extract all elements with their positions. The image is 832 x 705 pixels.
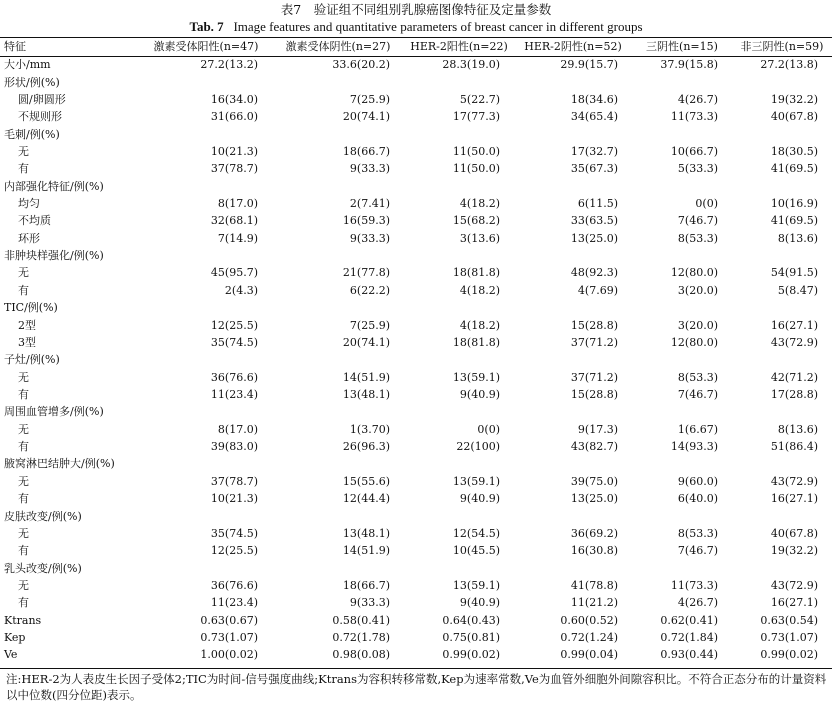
value-cell: 5(22.7) (459, 92, 500, 106)
value-cell: 9(40.9) (459, 388, 500, 401)
value-cell (140, 299, 272, 316)
value-cell: 8(13.6) (777, 422, 818, 436)
value-cell (732, 403, 832, 420)
value-cell (272, 455, 404, 472)
value-cell (140, 507, 272, 524)
value-cell: 12(80.0) (670, 266, 718, 280)
value-cell (404, 178, 514, 195)
value-cell: 0.58(0.41) (332, 613, 390, 627)
value-cell: 18(81.8) (452, 335, 500, 349)
value-cell: 8(53.3) (677, 526, 718, 540)
value-cell (632, 299, 732, 316)
value-cell (514, 299, 632, 316)
value-cell: 0.75(0.81) (442, 631, 500, 645)
table-row (0, 125, 832, 142)
value-cell: 9(33.3) (349, 231, 390, 245)
value-cell: 0.99(0.04) (560, 648, 618, 662)
table-row (0, 56, 832, 73)
table-title-english: Image features and quantitative parameters of breast cancer in different groups (233, 19, 643, 34)
value-cell: 18(30.5) (770, 144, 818, 158)
value-cell: 12(44.4) (342, 492, 390, 506)
value-cell (404, 247, 514, 264)
value-cell (514, 125, 632, 142)
table-row (0, 368, 832, 385)
row-label: 乳头改变/例(%) (4, 561, 82, 575)
table-row (0, 612, 832, 629)
value-cell: 13(48.1) (342, 526, 390, 540)
value-cell (514, 403, 632, 420)
value-cell: 32(68.1) (210, 214, 258, 228)
value-cell: 37(78.7) (210, 474, 258, 488)
table-caption-chinese: 表7 验证组不同组别乳腺癌图像特征及定量参数 (280, 2, 552, 17)
value-cell: 19(32.2) (770, 544, 818, 558)
row-label: 无 (18, 144, 29, 158)
value-cell: 7(46.7) (677, 544, 718, 558)
table-row (0, 646, 832, 663)
value-cell (140, 125, 272, 142)
value-cell: 7(25.9) (349, 318, 390, 332)
value-cell: 6(40.0) (677, 492, 718, 506)
value-cell: 31(66.0) (210, 110, 258, 124)
table-caption-english (0, 18, 832, 36)
value-cell: 3(20.0) (677, 318, 718, 332)
table-row (0, 438, 832, 455)
value-cell: 0.93(0.44) (660, 648, 718, 662)
bottom-rule (0, 668, 832, 669)
value-cell: 6(22.2) (349, 283, 390, 297)
value-cell: 15(28.8) (570, 388, 618, 401)
value-cell: 17(77.3) (452, 110, 500, 124)
value-cell: 9(17.3) (577, 422, 618, 436)
value-cell (404, 559, 514, 576)
value-cell: 43(72.9) (770, 578, 818, 592)
value-cell: 36(69.2) (570, 526, 618, 540)
value-cell (514, 507, 632, 524)
table-row (0, 178, 832, 195)
value-cell: 4(18.2) (459, 318, 500, 332)
value-cell (404, 455, 514, 472)
value-cell: 54(91.5) (770, 266, 818, 280)
value-cell: 4(26.7) (677, 92, 718, 106)
value-cell: 5(8.47) (777, 283, 818, 297)
row-label: Ktrans (4, 613, 42, 627)
value-cell: 36(76.6) (210, 578, 258, 592)
value-cell: 3(20.0) (677, 283, 718, 297)
value-cell: 28.3(19.0) (442, 58, 500, 72)
value-cell (732, 559, 832, 576)
value-cell: 34(65.4) (570, 110, 618, 124)
value-cell: 0.72(1.78) (332, 631, 390, 645)
value-cell: 11(50.0) (452, 144, 500, 158)
value-cell: 11(73.3) (670, 110, 718, 124)
value-cell (514, 178, 632, 195)
table-header-row (0, 38, 832, 56)
value-cell: 20(74.1) (342, 335, 390, 349)
value-cell: 27.2(13.8) (760, 58, 818, 72)
value-cell: 0(0) (695, 197, 718, 211)
value-cell: 18(66.7) (342, 578, 390, 592)
value-cell (404, 403, 514, 420)
table-footnote: 注:HER-2为人表皮生长因子受体2;TIC为时间-信号强度曲线;Ktrans为容积转移常数,Kep为速率常数,Ve为血管外细胞外间隙容积比。不符合正态分布的计量资料以中位数(四分位距)表示。 (6, 672, 827, 702)
value-cell: 13(25.0) (570, 492, 618, 506)
value-cell: 39(75.0) (570, 474, 618, 488)
value-cell (632, 559, 732, 576)
value-cell: 16(27.1) (770, 492, 818, 506)
value-cell (272, 178, 404, 195)
value-cell: 4(26.7) (677, 596, 718, 610)
value-cell: 20(74.1) (342, 110, 390, 124)
value-cell (404, 299, 514, 316)
value-cell: 9(33.3) (349, 596, 390, 610)
table-row (0, 629, 832, 646)
value-cell: 3(13.6) (459, 231, 500, 245)
value-cell (272, 559, 404, 576)
table-row (0, 160, 832, 177)
value-cell (732, 73, 832, 90)
value-cell: 7(14.9) (217, 231, 258, 245)
value-cell (404, 351, 514, 368)
row-label: TIC/例(%) (4, 301, 58, 315)
value-cell (272, 351, 404, 368)
value-cell (272, 125, 404, 142)
value-cell: 45(95.7) (210, 266, 258, 280)
value-cell: 13(48.1) (342, 388, 390, 401)
header-cell: 激素受体阴性(n=27) (285, 40, 391, 53)
value-cell: 16(27.1) (770, 596, 818, 610)
row-label: 皮肤改变/例(%) (4, 509, 82, 523)
row-label: 有 (18, 283, 29, 297)
value-cell: 5(33.3) (677, 162, 718, 176)
value-cell (632, 247, 732, 264)
value-cell: 18(34.6) (570, 92, 618, 106)
value-cell: 14(51.9) (342, 544, 390, 558)
table-number: Tab. 7 (189, 19, 224, 34)
value-cell: 26(96.3) (342, 440, 390, 454)
value-cell: 9(40.9) (459, 596, 500, 610)
value-cell (514, 73, 632, 90)
row-label: 子灶/例(%) (4, 353, 60, 367)
value-cell: 11(23.4) (210, 388, 258, 401)
value-cell (632, 125, 732, 142)
row-label: 有 (18, 492, 29, 506)
value-cell (140, 178, 272, 195)
row-label: 无 (18, 266, 29, 280)
value-cell (732, 455, 832, 472)
value-cell (140, 559, 272, 576)
value-cell: 10(21.3) (210, 492, 258, 506)
value-cell (732, 299, 832, 316)
table-row (0, 577, 832, 594)
value-cell: 15(28.8) (570, 318, 618, 332)
row-label: 形状/例(%) (4, 75, 60, 89)
value-cell: 40(67.8) (770, 110, 818, 124)
value-cell: 4(7.69) (577, 283, 618, 297)
value-cell: 13(59.1) (452, 474, 500, 488)
row-label: 有 (18, 388, 29, 401)
row-label: 周围血管增多/例(%) (4, 405, 104, 419)
value-cell: 18(66.7) (342, 144, 390, 158)
value-cell (514, 247, 632, 264)
value-cell: 11(23.4) (210, 596, 258, 610)
value-cell: 33(63.5) (570, 214, 618, 228)
value-cell (140, 73, 272, 90)
value-cell: 4(18.2) (459, 197, 500, 211)
value-cell: 13(59.1) (452, 578, 500, 592)
header-cell: 特征 (4, 40, 26, 53)
value-cell (272, 299, 404, 316)
table-row (0, 455, 832, 472)
table-row (0, 247, 832, 264)
table-row (0, 195, 832, 212)
value-cell: 16(30.8) (570, 544, 618, 558)
value-cell: 15(55.6) (342, 474, 390, 488)
table-row (0, 212, 832, 229)
value-cell: 42(71.2) (770, 370, 818, 384)
value-cell: 8(17.0) (217, 422, 258, 436)
row-label: 2型 (18, 318, 36, 332)
value-cell: 0.63(0.67) (200, 613, 258, 627)
table-row (0, 403, 832, 420)
table-row (0, 473, 832, 490)
value-cell: 33.6(20.2) (332, 58, 390, 72)
value-cell: 21(77.8) (342, 266, 390, 280)
table-row (0, 525, 832, 542)
row-label: 有 (18, 162, 29, 176)
row-label: 腋窝淋巴结肿大/例(%) (4, 457, 115, 471)
header-cell: HER-2阴性(n=52) (524, 40, 622, 53)
header-cell: 三阴性(n=15) (646, 40, 718, 53)
value-cell: 13(59.1) (452, 370, 500, 384)
table-row (0, 108, 832, 125)
value-cell (632, 403, 732, 420)
value-cell: 8(17.0) (217, 197, 258, 211)
row-label: 不规则形 (18, 110, 62, 124)
value-cell: 12(80.0) (670, 335, 718, 349)
table-row (0, 334, 832, 351)
features-table (0, 38, 832, 664)
header-cell: 非三阴性(n=59) (740, 40, 824, 53)
value-cell: 29.9(15.7) (560, 58, 618, 72)
value-cell: 12(25.5) (210, 544, 258, 558)
row-label: 有 (18, 440, 29, 454)
value-cell: 27.2(13.2) (200, 58, 258, 72)
value-cell: 0.99(0.02) (442, 648, 500, 662)
value-cell: 37(71.2) (570, 335, 618, 349)
value-cell: 0.64(0.43) (442, 613, 500, 627)
value-cell: 0.73(1.07) (200, 631, 258, 645)
table-row (0, 73, 832, 90)
value-cell: 9(60.0) (677, 474, 718, 488)
value-cell: 0.72(1.84) (660, 631, 718, 645)
value-cell: 37(71.2) (570, 370, 618, 384)
value-cell: 18(81.8) (452, 266, 500, 280)
row-label: 无 (18, 474, 29, 488)
value-cell: 9(40.9) (459, 492, 500, 506)
value-cell: 35(67.3) (570, 162, 618, 176)
row-label: 圆/卵圆形 (18, 92, 66, 106)
value-cell: 4(18.2) (459, 283, 500, 297)
row-label: 内部强化特征/例(%) (4, 179, 104, 193)
value-cell: 39(83.0) (210, 440, 258, 454)
value-cell (632, 178, 732, 195)
value-cell (140, 455, 272, 472)
value-cell (632, 507, 732, 524)
table-row (0, 594, 832, 611)
value-cell: 14(93.3) (670, 440, 718, 454)
value-cell: 17(32.7) (570, 144, 618, 158)
value-cell (140, 403, 272, 420)
table-row (0, 559, 832, 576)
value-cell (140, 351, 272, 368)
value-cell: 14(51.9) (342, 370, 390, 384)
row-label: 有 (18, 544, 29, 558)
value-cell: 19(32.2) (770, 92, 818, 106)
value-cell (140, 247, 272, 264)
value-cell: 16(27.1) (770, 318, 818, 332)
row-label: 无 (18, 370, 29, 384)
value-cell: 0.63(0.54) (760, 613, 818, 627)
value-cell (732, 178, 832, 195)
value-cell: 1.00(0.02) (200, 648, 258, 662)
value-cell: 41(69.5) (770, 214, 818, 228)
value-cell: 11(73.3) (670, 578, 718, 592)
value-cell: 43(82.7) (570, 440, 618, 454)
row-label: 非肿块样强化/例(%) (4, 249, 104, 263)
value-cell: 17(28.8) (770, 388, 818, 401)
value-cell: 1(3.70) (349, 422, 390, 436)
row-label: 不均质 (18, 214, 51, 228)
value-cell: 13(25.0) (570, 231, 618, 245)
value-cell (632, 351, 732, 368)
row-label: 大小/mm (4, 58, 51, 72)
value-cell (632, 73, 732, 90)
value-cell (272, 73, 404, 90)
value-cell: 43(72.9) (770, 474, 818, 488)
table-row (0, 282, 832, 299)
value-cell: 0(0) (477, 422, 500, 436)
value-cell: 2(7.41) (349, 197, 390, 211)
table-row (0, 230, 832, 247)
table-row (0, 542, 832, 559)
row-label: Ve (4, 648, 18, 662)
value-cell: 15(68.2) (452, 214, 500, 228)
value-cell (732, 351, 832, 368)
value-cell: 0.98(0.08) (332, 648, 390, 662)
value-cell: 41(78.8) (570, 578, 618, 592)
value-cell (514, 559, 632, 576)
value-cell: 0.62(0.41) (660, 613, 718, 627)
value-cell: 12(25.5) (210, 318, 258, 332)
value-cell: 2(4.3) (224, 283, 258, 297)
table-body (0, 56, 832, 664)
row-label: Kep (4, 631, 26, 645)
value-cell (272, 247, 404, 264)
value-cell: 10(21.3) (210, 144, 258, 158)
value-cell (514, 351, 632, 368)
value-cell: 35(74.5) (210, 335, 258, 349)
row-label: 均匀 (18, 197, 40, 211)
value-cell: 51(86.4) (770, 440, 818, 454)
table-row (0, 91, 832, 108)
value-cell: 11(50.0) (452, 162, 500, 176)
table-row (0, 490, 832, 507)
value-cell: 10(45.5) (452, 544, 500, 558)
value-cell: 12(54.5) (452, 526, 500, 540)
row-label: 无 (18, 526, 29, 540)
row-label: 毛刺/例(%) (4, 127, 60, 141)
value-cell: 8(53.3) (677, 231, 718, 245)
value-cell: 22(100) (456, 440, 500, 454)
value-cell (404, 125, 514, 142)
value-cell: 35(74.5) (210, 526, 258, 540)
row-label: 无 (18, 422, 29, 436)
value-cell (632, 455, 732, 472)
value-cell: 1(6.67) (677, 422, 718, 436)
value-cell: 0.99(0.02) (760, 648, 818, 662)
value-cell (272, 403, 404, 420)
value-cell: 16(59.3) (342, 214, 390, 228)
row-label: 3型 (18, 335, 36, 349)
value-cell (732, 507, 832, 524)
table-row (0, 143, 832, 160)
row-label: 无 (18, 578, 29, 592)
value-cell: 37(78.7) (210, 162, 258, 176)
value-cell (404, 507, 514, 524)
value-cell: 9(33.3) (349, 162, 390, 176)
table-row (0, 386, 832, 403)
table-row (0, 316, 832, 333)
value-cell: 10(66.7) (670, 144, 718, 158)
header-cell: 激素受体阳性(n=47) (153, 40, 259, 53)
value-cell: 0.73(1.07) (760, 631, 818, 645)
value-cell: 16(34.0) (210, 92, 258, 106)
header-cell: HER-2阳性(n=22) (410, 40, 508, 53)
value-cell (732, 125, 832, 142)
value-cell (732, 247, 832, 264)
value-cell: 37.9(15.8) (660, 58, 718, 72)
value-cell: 7(25.9) (349, 92, 390, 106)
table-row (0, 299, 832, 316)
value-cell (272, 507, 404, 524)
table-row (0, 421, 832, 438)
value-cell: 8(13.6) (777, 231, 818, 245)
table-row (0, 507, 832, 524)
value-cell: 43(72.9) (770, 335, 818, 349)
value-cell: 11(21.2) (570, 596, 618, 610)
table-row (0, 264, 832, 281)
value-cell (404, 73, 514, 90)
row-label: 有 (18, 596, 29, 610)
value-cell: 8(53.3) (677, 370, 718, 384)
row-label: 环形 (18, 231, 40, 245)
value-cell: 36(76.6) (210, 370, 258, 384)
value-cell: 10(16.9) (770, 197, 818, 211)
value-cell: 41(69.5) (770, 162, 818, 176)
value-cell: 0.60(0.52) (560, 613, 618, 627)
value-cell: 0.72(1.24) (560, 631, 618, 645)
value-cell: 40(67.8) (770, 526, 818, 540)
table-row (0, 351, 832, 368)
value-cell: 48(92.3) (570, 266, 618, 280)
value-cell (514, 455, 632, 472)
value-cell: 6(11.5) (577, 197, 618, 211)
value-cell: 7(46.7) (677, 214, 718, 228)
value-cell: 7(46.7) (677, 388, 718, 401)
